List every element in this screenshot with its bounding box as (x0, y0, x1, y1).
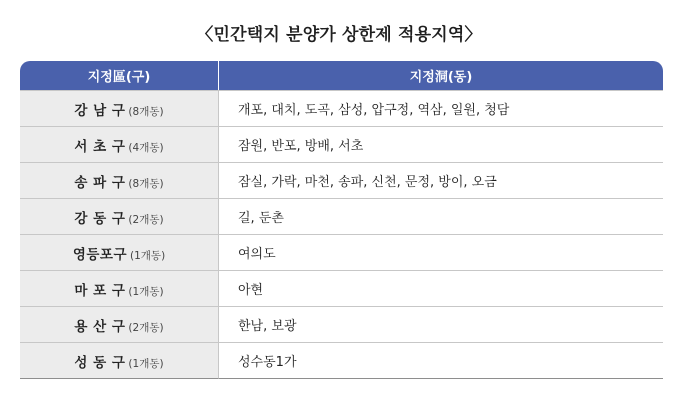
dong-count: (2개동) (128, 321, 164, 334)
table-body (20, 90, 663, 379)
dong-list: 성수동1가 (219, 343, 663, 379)
gu-cell (20, 127, 219, 163)
dong-list: 잠실, 가락, 마천, 송파, 신천, 문정, 방이, 오금 (219, 163, 663, 199)
table-row (20, 163, 663, 199)
gu-cell (20, 199, 219, 235)
regions-table-container (20, 61, 663, 379)
gu-name: 용 산 구 (74, 318, 126, 335)
header-gu: 지정區(구) (20, 61, 219, 90)
gu-cell (20, 163, 219, 199)
gu-name: 영등포구 (72, 246, 127, 263)
dong-count: (4개동) (128, 141, 164, 154)
gu-name: 마 포 구 (74, 282, 126, 299)
gu-name: 강 동 구 (74, 210, 126, 227)
table-row (20, 199, 663, 235)
gu-cell (20, 307, 219, 343)
table-row (20, 90, 663, 127)
table-row (20, 235, 663, 271)
dong-count: (2개동) (128, 213, 164, 226)
gu-cell (20, 271, 219, 307)
regions-table (20, 61, 663, 379)
gu-cell (20, 90, 219, 127)
dong-list: 한남, 보광 (219, 307, 663, 343)
dong-list: 아현 (219, 271, 663, 307)
dong-count: (1개동) (128, 285, 164, 298)
page-title: 〈민간택지 분양가 상한제 적용지역〉 (196, 25, 482, 45)
table-row (20, 271, 663, 307)
dong-count: (8개동) (128, 105, 164, 118)
table-row (20, 307, 663, 343)
table-header (20, 61, 663, 90)
table-row (20, 343, 663, 379)
gu-name: 서 초 구 (74, 138, 126, 155)
table-row (20, 127, 663, 163)
gu-name: 송 파 구 (74, 174, 126, 191)
dong-list: 잠원, 반포, 방배, 서초 (219, 127, 663, 163)
header-dong: 지정洞(동) (219, 61, 663, 90)
gu-name: 성 동 구 (74, 354, 126, 371)
dong-list: 길, 둔촌 (219, 199, 663, 235)
gu-cell (20, 235, 219, 271)
gu-name: 강 남 구 (74, 102, 126, 119)
dong-count: (1개동) (128, 357, 164, 370)
dong-count: (1개동) (130, 249, 166, 262)
dong-list: 여의도 (219, 235, 663, 271)
gu-cell (20, 343, 219, 379)
dong-list: 개포, 대치, 도곡, 삼성, 압구정, 역삼, 일원, 청담 (219, 90, 663, 127)
header-row (20, 61, 663, 90)
dong-count: (8개동) (128, 177, 164, 190)
